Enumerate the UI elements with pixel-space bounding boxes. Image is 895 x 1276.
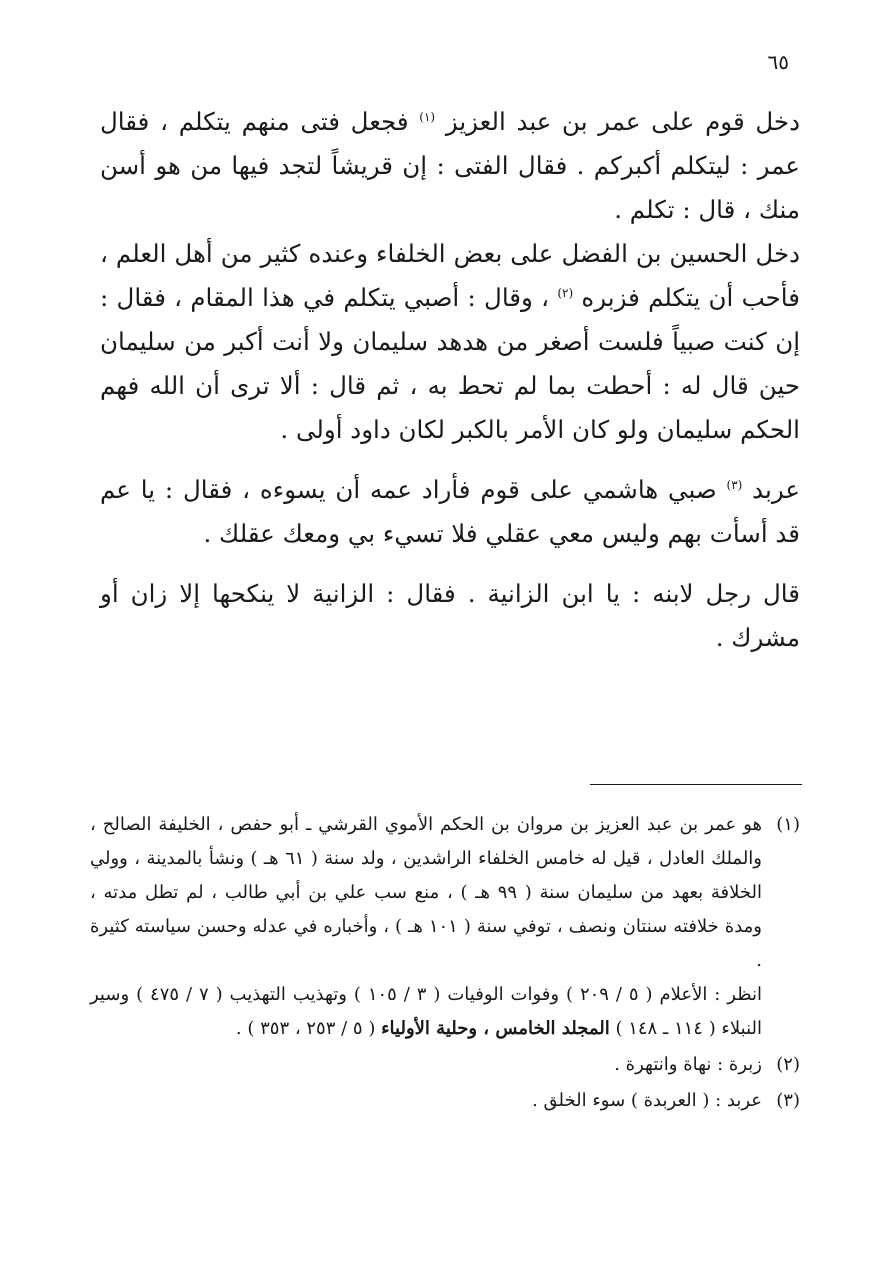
paragraph-1 [100,100,800,232]
footnote-3-text: عربد : ( العربدة ) سوء الخلق . [532,1090,762,1111]
paragraph-4-text: قال رجل لابنه : يا ابن الزانية . فقال : الزانية لا ينكحها إلا زان أو مشرك . [100,579,800,652]
footnote-2-number: (٢) [776,1054,800,1075]
footnote-separator [590,784,802,785]
page-number: ٦٥ [767,50,789,74]
footnote-2 [90,1048,800,1082]
paragraph-2 [100,232,800,452]
paragraph-2-text-a: دخل الحسين بن الفضل على بعض الخلفاء وعنده كثير من أهل العلم ، فأحب أن يتكلم فزبره [100,239,800,312]
footnote-3-number: (٣) [776,1090,800,1111]
footnote-ref-1: (١) [419,109,436,124]
footnote-ref-3: (٣) [726,477,743,492]
footnote-3 [90,1084,800,1118]
paragraph-3-text-b: صبي هاشمي على قوم فأراد عمه أن يسوءه ، فقال : يا عم قد أسأت بهم وليس معي عقلي فلا تسيء بي ومعك عقلك . [100,475,800,548]
footnote-1-ref-part-a: انظر : الأعلام ( ٥ / ٢٠٩ ) وفوات الوفيات ( ٣ / ١٠٥ ) وتهذيب التهذيب ( ٧ / ٤٧٥ ) وسير النبلاء ( ١١٤ ـ ١٤٨ ) [90,984,763,1039]
footnotes [90,808,800,1120]
paragraph-3-text-a: عربد [752,475,800,504]
footnote-1-text: هو عمر بن عبد العزيز بن مروان بن الحكم الأموي القرشي ـ أبو حفص ، الخليفة الصالح ، والملك العادل ، قيل له خامس الخلفاء الراشدين ، ولد سنة ( ٦١ هـ ) ونشأ بالمدينة ، وولي الخلافة بعهد من سليمان سنة ( ٩٩ هـ ) ، منع سب علي بن أبي طالب ، لم تطل مدته ، ومدة خلافته سنتان ونصف ، توفي سنة ( ١٠١ هـ ) ، وأخباره في عدله وحسن سياسته كثيرة . [90,814,763,971]
footnote-ref-2: (٢) [557,285,574,300]
paragraph-2-text-b: ، وقال : أصبي يتكلم في هذا المقام ، فقال : إن كنت صبياً فلست أصغر من هدهد سليمان ولا أنت أكبر من سليمان حين قال له : أحطت بما لم تحط به ، ثم قال : ألا ترى أن الله فهم الحكم سليمان ولو كان الأمر بالكبر لكان داود أولى . [100,283,800,444]
footnote-1-ref-part-c: ( ٥ / ٢٥٣ ، ٣٥٣ ) . [235,1018,376,1039]
footnote-1-number: (١) [776,814,800,835]
footnote-2-text: زبرة : نهاة وانتهرة . [614,1054,762,1075]
footnote-1 [90,808,800,1046]
main-text [100,100,800,660]
footnote-1-ref-bold: المجلد الخامس ، وحلية الأولياء [381,1018,610,1039]
paragraph-1-text-b: فجعل فتى منهم يتكلم ، فقال عمر : ليتكلم أكبركم . فقال الفتى : إن قريشاً لتجد فيها من هو أسن منك ، قال : تكلم . [100,107,800,224]
footnote-1-references [90,978,762,1046]
paragraph-1-text-a: دخل قوم على عمر بن عبد العزيز [445,107,800,136]
paragraph-4 [100,572,800,660]
paragraph-3 [100,468,800,556]
